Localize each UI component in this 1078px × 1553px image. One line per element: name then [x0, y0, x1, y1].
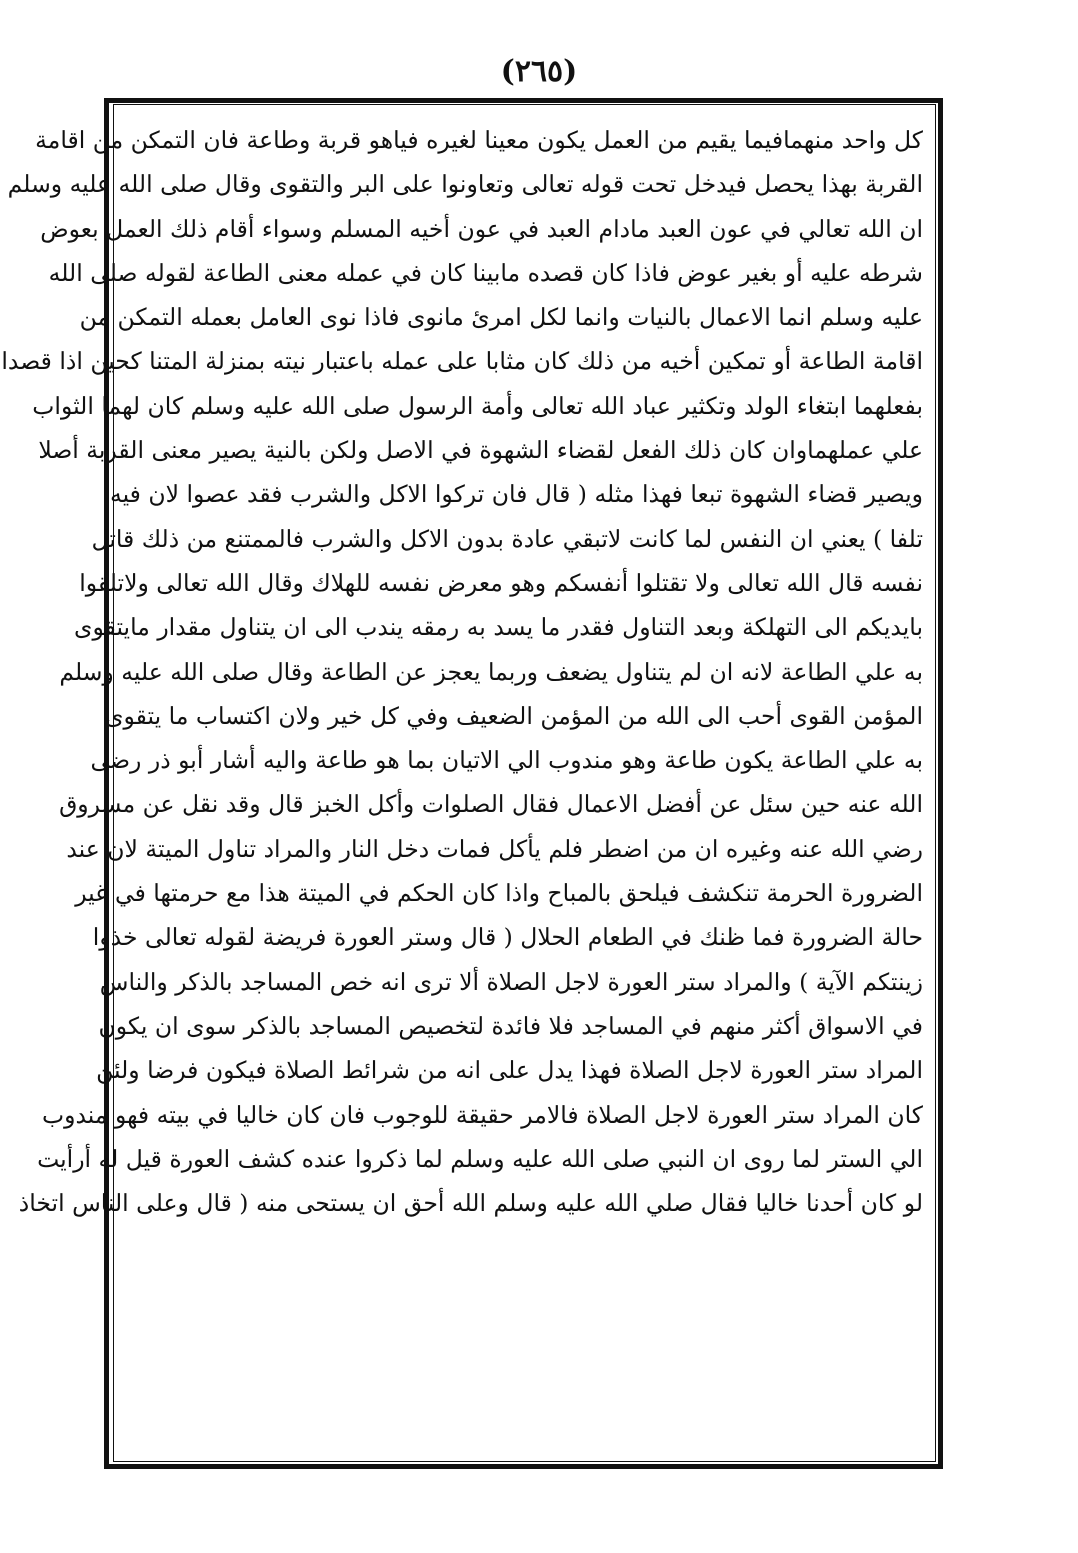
text-line: ان الله تعالي في عون العبد مادام العبد في عون أخيه المسلم وسواء أقام ذلك العمل بعوض: [40, 214, 923, 243]
text-line: الضرورة الحرمة تنكشف فيلحق بالمباح واذا كان الحكم في الميتة هذا مع حرمتها في غير: [75, 879, 923, 908]
text-line: كل واحد منهمافيما يقيم من العمل يكون معينا لغيره فياهو قربة وطاعة فان التمكن من اقامة: [35, 126, 923, 154]
text-line: رضي الله عنه وغيره ان من اضطر فلم يأكل فمات دخل النار والمراد تناول الميتة لان عند: [66, 834, 923, 863]
text-line: عليه وسلم انما الاعمال بالنيات وانما لكل امرئ مانوى فاذا نوى العامل بعمله التمكن من: [79, 303, 923, 332]
text-line: به علي الطاعة يكون طاعة وهو مندوب الي الاتيان بما هو طاعة واليه أشار أبو ذر رضى: [90, 746, 923, 775]
text-line: بفعلهما ابتغاء الولد وتكثير عباد الله تعالى وأمة الرسول صلى الله عليه وسلم كان لهما الثواب: [32, 391, 923, 420]
text-line: في الاسواق أكثر منهم في المساجد فلا فائدة لتخصيص المساجد بالذكر سوى ان يكون: [98, 1011, 923, 1040]
text-line: المراد ستر العورة لاجل الصلاة فهذا يدل على انه من شرائط الصلاة فيكون فرضا ولئن: [96, 1056, 923, 1085]
text-line: المؤمن القوى أحب الى الله من المؤمن الضعيف وفي كل خير ولان اكتساب ما يتقوى: [105, 701, 923, 730]
body-text: [1, 118, 923, 1448]
text-line: لو كان أحدنا خاليا فقال صلي الله عليه وسلم الله أحق ان يستحى منه ( قال وعلى الناس اتخاذ: [18, 1189, 923, 1218]
text-line: نفسه قال الله تعالى ولا تقتلوا أنفسكم وهو معرض نفسه للهلاك وقال الله تعالى ولاتلقوا: [79, 568, 923, 597]
text-line: القربة بهذا يحصل فيدخل تحت قوله تعالى وتعاونوا على البر والتقوى وقال صلى الله عليه وسلم: [7, 170, 923, 199]
text-line: حالة الضرورة فما ظنك في الطعام الحلال ( قال وستر العورة فريضة لقوله تعالى خذوا: [92, 923, 923, 952]
page-number: (٢٦٥): [500, 54, 578, 89]
text-line: كان المراد ستر العورة لاجل الصلاة فالامر حقيقة للوجوب فان كان خاليا في بيته فهو مندوب: [42, 1100, 923, 1129]
text-line: زينتكم الآية ) والمراد ستر العورة لاجل الصلاة ألا ترى انه خص المساجد بالذكر والناس: [99, 967, 923, 996]
text-line: الي الستر لما روى ان النبي صلى الله عليه وسلم لما ذكروا عنده كشف العورة قيل له أرأيت: [37, 1144, 923, 1173]
text-line: بايديكم الى التهلكة وبعد التناول فقدر ما يسد به رمقه يندب الى ان يتناول مقدار مايتقوى: [74, 613, 923, 642]
text-line: ويصير قضاء الشهوة تبعا فهذا مثله ( قال فان تركوا الاكل والشرب فقد عصوا لان فيه: [109, 480, 923, 509]
text-line: اقامة الطاعة أو تمكين أخيه من ذلك كان مثابا على عمله باعتبار نيته بمنزلة المتنا كحين اذا قصدا: [1, 347, 923, 376]
text-line: الله عنه حين سئل عن أفضل الاعمال فقال الصلوات وأكل الخبز قال وقد نقل عن مسروق: [59, 790, 923, 819]
text-line: به علي الطاعة لانه ان لم يتناول يضعف وربما يعجز عن الطاعة وقال صلى الله عليه وسلم: [59, 657, 923, 686]
text-line: علي عملهماوان كان ذلك الفعل لقضاء الشهوة في الاصل ولكن بالنية يصير معنى القربة أصلا: [38, 436, 923, 465]
text-line: شرطه عليه أو بغير عوض فاذا كان قصده مابينا كان في عمله معنى الطاعة لقوله صلى الله: [48, 258, 923, 287]
text-line: تلفا ) يعني ان النفس لما كانت لاتبقي عادة بدون الاكل والشرب فالممتنع من ذلك قاتل: [91, 524, 923, 553]
